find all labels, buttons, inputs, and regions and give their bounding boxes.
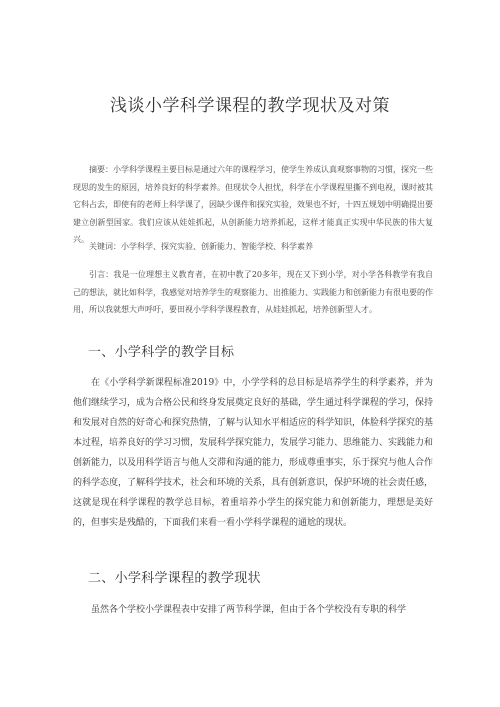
section-2-body: 虽然各个学校小学课程表中安排了两节科学课，但由于各个学校没有专职的科学 — [91, 605, 407, 615]
keywords-paragraph: 关键词：小学科学、探究实验、创新能力、智能学校、科学素养 — [89, 242, 313, 251]
section-1-body: 在《小学科学新课程标准2019》中，小学学科的总目标是培养学生的科学素养，并为他们继续学习，成为合格公民和终身发展奠定良好的基础，学生通过科学课程的学习，保持和发展对自然的好奇心和探究热情，了解与认知水平相适应的科学知识，体脸科学探究的基本过程，培养良好的学习习惯，发展科学探究能力，发展学习能力、思维能力、实践能力和创新能力，以及用科学语言与他人交滞和沟通的能力，形成尊重事实，乐于探究与他人合作的科学态度，了解科学技术，社会和环境的关系，具有创新意识，保护环境的社会责任感，这就是现在科学课程的教学总目标，着重培养小学生的探究能力和创新能力，理想是美好的，但事实是残酷的，下面我们来看一看小学科学课程的通尬的现状。 — [73, 378, 434, 528]
section-1-heading: 一、小学科学的教学目标 — [88, 345, 235, 360]
abstract-paragraph: 摘要：小学科学课程主要目标是通过六年的课程学习，使学生养成认真观察事物的习惯，探究一些现思的发生的原因，培养良好的科学素养。但现状令人担忧，科学在小学课程里撕不到电视，课时被其它科占去，即使有的老师上科学课了，因缺少课件和探究实验，效果也不好，十四五规划中明确提出要建立创新型国家。我们应该从娃娃抓起，从创新能力培养抓起，这样才能真正实现中华民族的伟大复兴。 — [73, 165, 433, 244]
section-2-heading: 二、小学科学课程的教学现状 — [88, 571, 261, 586]
intro-paragraph: 引言：我是一位理想主义教育者，在初中教了20多年，现在又下到小学，对小学各科教学有我自己的想法，就比如科学，我感觉对培养学生的观察能力、出推能力、实践能力和创新能力有很电要的作用，所以我就想大声呼吁，要田视小学科学课程教育，从娃娃抓起，培养创新型人才。 — [73, 270, 433, 314]
document-title: 浅谈小学科学课程的教学现状及对策 — [110, 96, 390, 116]
